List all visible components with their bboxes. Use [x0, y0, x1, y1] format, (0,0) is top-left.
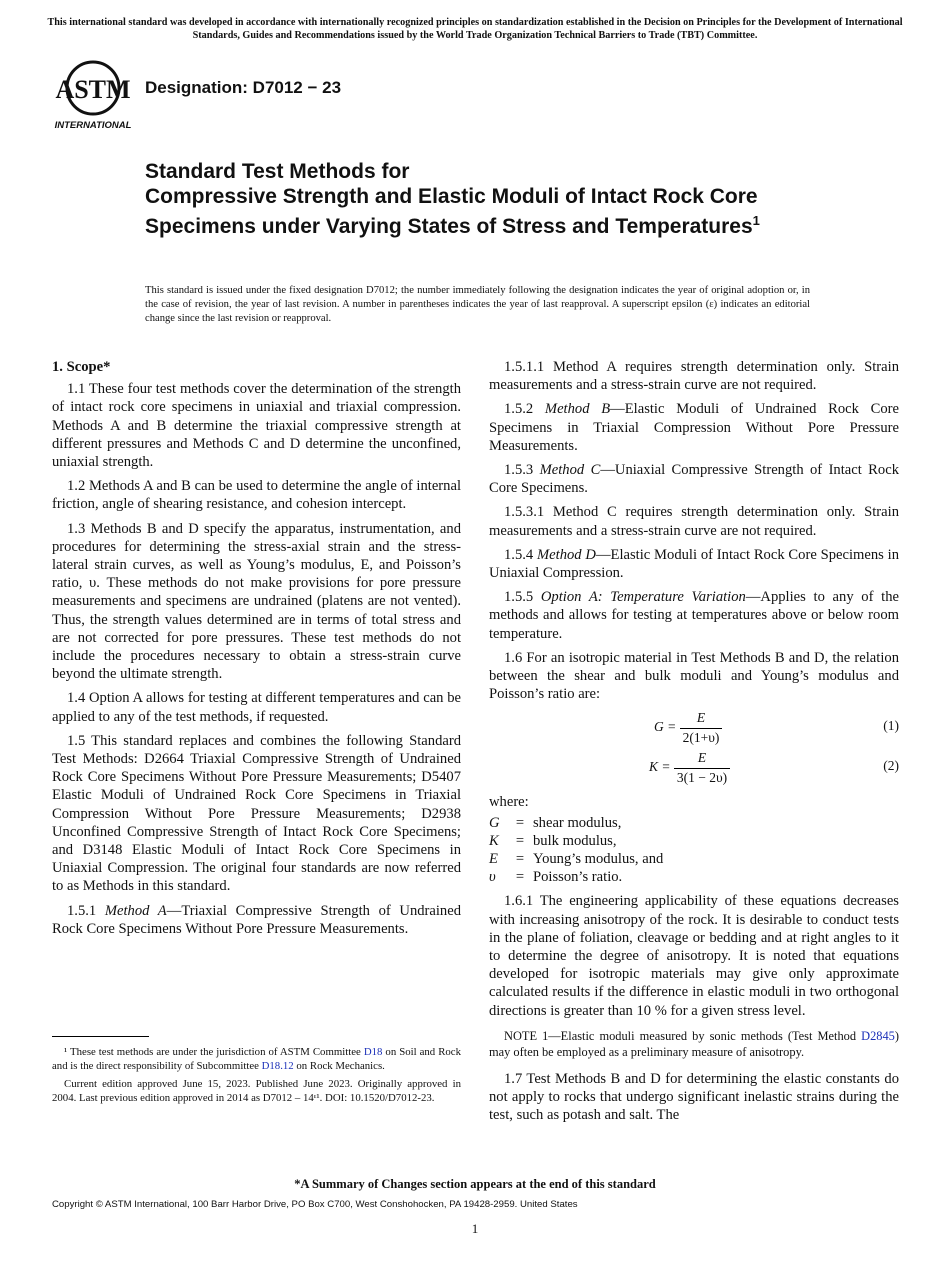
- para-1-2: 1.2 Methods A and B can be used to determine the angle of internal friction, angle of shearing resistance, and cohesion intercept.: [52, 478, 461, 513]
- top-notice: This international standard was developed in accordance with internationally recognized principles on standardization established in the Decision on Principles for the Development of International Standards, Guides and Recommendations issued by the World Trade Organization Technical Barriers to Trade (TBT) Committee.: [47, 17, 903, 41]
- definition-row: E = Young’s modulus, and: [489, 851, 664, 868]
- page-number: 1: [471, 1221, 479, 1236]
- equation-1: [489, 709, 899, 749]
- para-1-5-3-1: 1.5.3.1 Method C requires strength determination only. Strain measurements and a stress-strain curve are not required.: [489, 504, 899, 539]
- para-1-6: 1.6 For an isotropic material in Test Methods B and D, the relation between the shear and bulk moduli and Young’s modulus and Poisson’s ratio are:: [489, 649, 899, 703]
- issued-statement: This standard is issued under the fixed designation D7012; the number immediately following the designation indicates the year of original adoption or, in the case of revision, the year of last revision. A number in parentheses indicates the year of last reapproval. A superscript epsilon (ε) indicates an editorial change since the last revision or reapproval.: [145, 285, 810, 325]
- eq1-denominator: 2(1+υ): [680, 728, 723, 747]
- footnotes: [52, 1045, 461, 1109]
- title-line-1: Standard Test Methods for: [145, 160, 410, 183]
- para-1-5-1: 1.5.1 Method A—Triaxial Compressive Strength of Undrained Rock Core Specimens Without Pore Pressure Measurements.: [52, 902, 461, 937]
- footnote-2: Current edition approved June 15, 2023. Published June 2023. Originally approved in 2004. Last previous edition approved in 2014 as D7012 – 14ᵋ¹. DOI: 10.1520/D7012-23.: [52, 1078, 461, 1104]
- note-1: NOTE 1—Elastic moduli measured by sonic methods (Test Method D2845) may often be employed as a preliminary measure of anisotropy.: [489, 1028, 899, 1059]
- symbol-definitions: [489, 814, 899, 887]
- copyright: Copyright © ASTM International, 100 Barr Harbor Drive, PO Box C700, West Conshohocken, PA 19428-2959. United States: [52, 1199, 578, 1210]
- right-column: [489, 358, 899, 1131]
- definition-row: G = shear modulus,: [489, 814, 622, 831]
- para-1-6-1: 1.6.1 The engineering applicability of these equations decreases with increasing anisotropy of the rock. It is desirable to conduct tests in the plane of foliation, cleavage or bedding and at right angles to it to determine the degree of anisotropy. It is noted that equations developed for isotropic materials may give only approximate calculated results if the difference in elastic moduli in two orthogonal directions is greater than 10 % for a given stress level.: [489, 893, 899, 1019]
- para-1-5-5: 1.5.5 Option A: Temperature Variation—Applies to any of the methods and allows for testing at temperatures above or below room temperature.: [489, 589, 899, 642]
- definition-row: υ = Poisson’s ratio.: [489, 869, 623, 886]
- eq1-numerator: E: [696, 710, 706, 726]
- link-d18[interactable]: D18: [363, 1046, 383, 1058]
- para-1-1: 1.1 These four test methods cover the determination of the strength of intact rock core specimens in uniaxial and triaxial compression. Methods A and B determine the triaxial compressive strength at different pressures and Methods C and D determine the unconfined, uniaxial strength.: [52, 381, 461, 471]
- eq1-label: (1): [883, 718, 899, 734]
- document-title: [145, 160, 845, 240]
- title-line-2: Compressive Strength and Elastic Moduli of Intact Rock Core Specimens under Varying States of Stress and Temperatures$^1$: [145, 184, 760, 238]
- left-column: [52, 358, 461, 944]
- footnote-1: ¹ These test methods are under the jurisdiction of ASTM Committee D18 on Soil and Rock and is the direct responsibility of Subcommittee D18.12 on Rock Mechanics.: [52, 1046, 461, 1072]
- summary-of-changes-note: *A Summary of Changes section appears at the end of this standard: [294, 1177, 656, 1191]
- para-1-4: 1.4 Option A allows for testing at different temperatures and can be applied to any of the test methods, if requested.: [52, 690, 461, 725]
- eq2-lhs: K =: [649, 759, 671, 775]
- astm-logo: [52, 56, 134, 132]
- para-1-5-1-1: 1.5.1.1 Method A requires strength determination only. Strain measurements and a stress-strain curve are not required.: [489, 359, 899, 394]
- eq1-lhs: G =: [654, 719, 677, 735]
- eq2-numerator: E: [697, 750, 707, 766]
- para-1-5: 1.5 This standard replaces and combines the following Standard Test Methods: D2664 Triaxial Compressive Strength of Undrained Rock Core Specimens Without Pore Pressure Measurements; D5407 Elastic Moduli of Undrained Rock Core Specimens in Triaxial Compression Without Pore Pressure Measurements; D2938 Unconfined Compressive Strength of Intact Rock Core Specimens; and D3148 Elastic Moduli of Intact Rock Core Specimens in Uniaxial Compression. The original four standards are now referred to as Methods in this standard.: [52, 732, 461, 895]
- para-1-5-3: 1.5.3 Method C—Uniaxial Compressive Strength of Intact Rock Core Specimens.: [489, 462, 899, 497]
- logo-text: ASTM: [55, 75, 131, 104]
- link-d2845[interactable]: D2845: [861, 1028, 895, 1043]
- para-1-3: 1.3 Methods B and D specify the apparatus, instrumentation, and procedures for determining the stress-axial strain and the stress-lateral strain curves, as well as Young’s modulus, E, and Poisson’s ratio, υ. These methods do not make provisions for pore pressure measurements and specimens are undrained (platens are not vented). Thus, the strength values determined are in terms of total stress and are not corrected for pore pressures. These test methods do not include the procedures necessary to obtain a stress-strain curve beyond the ultimate strength.: [52, 520, 461, 683]
- section-heading-scope: 1. Scope*: [52, 359, 111, 375]
- equation-2: [489, 749, 899, 793]
- title-footnote-mark: 1: [752, 213, 760, 228]
- where-label: where:: [489, 794, 529, 811]
- logo-subtext: INTERNATIONAL: [54, 120, 132, 131]
- link-d18-12[interactable]: D18.12: [261, 1060, 294, 1072]
- eq2-label: (2): [883, 758, 899, 774]
- para-1-7: 1.7 Test Methods B and D for determining the elastic constants do not apply to rocks that undergo significant inelastic strains during the test, such as potash and salt. The: [489, 1070, 899, 1124]
- eq2-denominator: 3(1 − 2υ): [674, 768, 730, 787]
- definition-row: K = bulk modulus,: [489, 832, 617, 849]
- para-1-5-2: 1.5.2 Method B—Elastic Moduli of Undrained Rock Core Specimens in Triaxial Compression Without Pore Pressure Measurements.: [489, 401, 899, 454]
- designation: Designation: D7012 − 23: [145, 78, 342, 97]
- para-1-5-4: 1.5.4 Method D—Elastic Moduli of Intact Rock Core Specimens in Uniaxial Compression.: [489, 546, 899, 582]
- footnote-rule: [52, 1036, 149, 1037]
